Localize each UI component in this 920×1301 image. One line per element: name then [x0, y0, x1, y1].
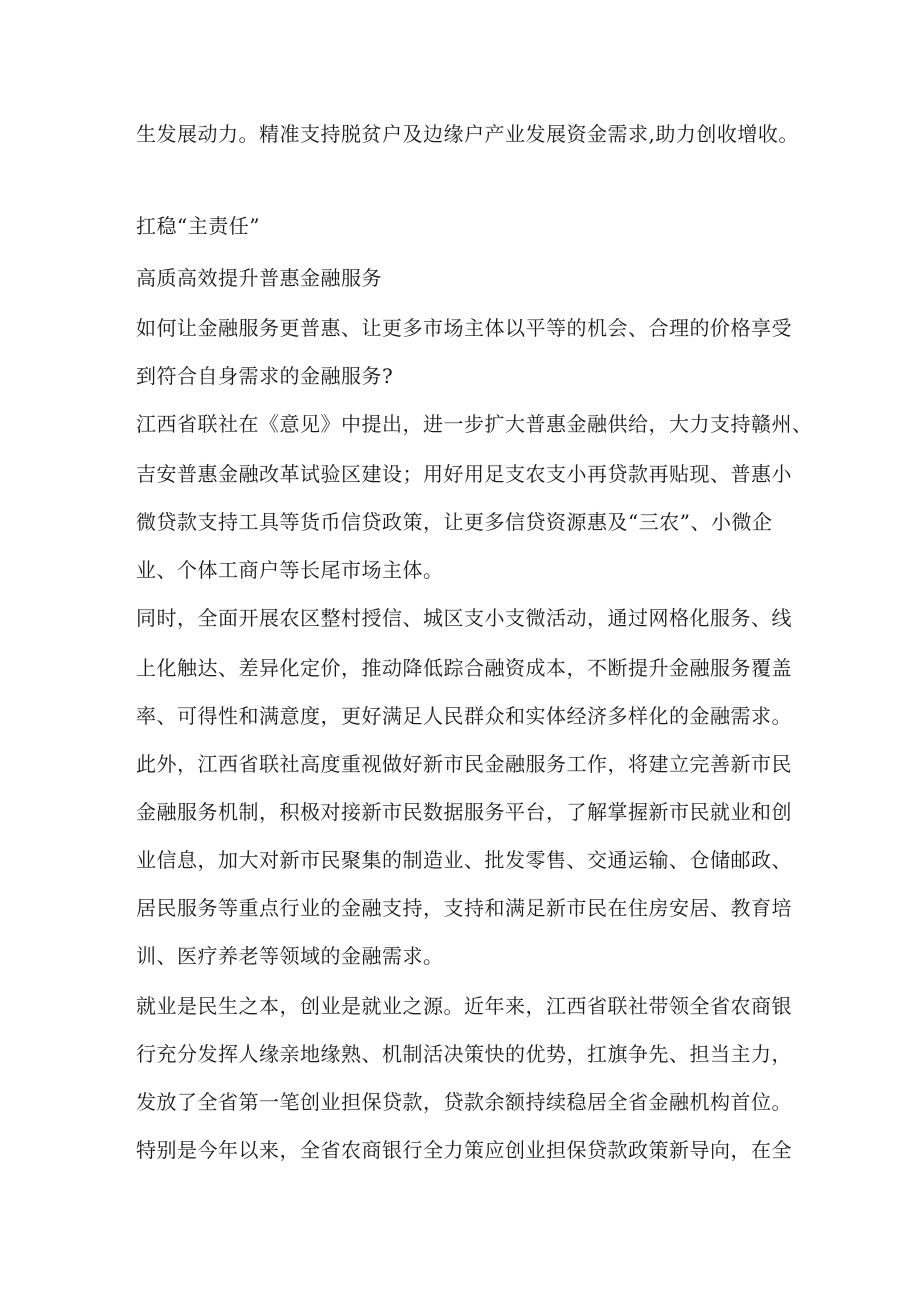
text-line: 此外，江西省联社高度重视做好新市民金融服务工作，将建立完善新市民	[136, 752, 792, 776]
text-line: 训、医疗养老等领域的金融需求。	[136, 944, 444, 968]
text-line: 江西省联社在《意见》中提出，进一步扩大普惠金融供给，大力支持赣州、	[136, 412, 813, 436]
text-line: 业、个体工商户等长尾市场主体。	[136, 558, 444, 582]
text-line: 同时，全面开展农区整村授信、城区支小支微活动，通过网格化服务、线	[136, 606, 792, 630]
text-line: 吉安普惠金融改革试验区建设；用好用足支农支小再贷款再贴现、普惠小	[136, 462, 792, 486]
text-line: 发放了全省第一笔创业担保贷款，贷款余额持续稳居全省金融机构首位。	[136, 1090, 792, 1114]
text-line: 金融服务机制，积极对接新市民数据服务平台，了解掌握新市民就业和创	[136, 800, 792, 824]
text-line: 生发展动力。精准支持脱贫户及边缘户产业发展资金需求,助力创收增收。	[136, 122, 799, 146]
text-line: 就业是民生之本，创业是就业之源。近年来，江西省联社带领全省农商银	[136, 994, 792, 1018]
section-heading: 扛稳“主责任”	[136, 214, 260, 238]
text-line: 微贷款支持工具等货币信贷政策，让更多信贷资源惠及“三农”、小微企	[136, 510, 773, 534]
text-line: 到符合自身需求的金融服务?	[136, 364, 394, 388]
text-line: 如何让金融服务更普惠、让更多市场主体以平等的机会、合理的价格享受	[136, 316, 792, 340]
text-line: 上化触达、差异化定价，推动降低踪合融资成本，不断提升金融服务覆盖	[136, 656, 792, 680]
text-line: 率、可得性和满意度，更好满足人民群众和实体经济多样化的金融需求。	[136, 704, 792, 728]
text-line: 业信息，加大对新市民聚集的制造业、批发零售、交通运输、仓储邮政、	[136, 848, 792, 872]
text-line: 特别是今年以来，全省农商银行全力策应创业担保贷款政策新导向，在全	[136, 1138, 792, 1162]
text-line: 居民服务等重点行业的金融支持，支持和满足新市民在住房安居、教育培	[136, 896, 792, 920]
section-subheading: 高质高效提升普惠金融服务	[136, 266, 382, 290]
text-line: 行充分发挥人缘亲地缘熟、机制活决策快的优势，扛旗争先、担当主力，	[136, 1042, 792, 1066]
